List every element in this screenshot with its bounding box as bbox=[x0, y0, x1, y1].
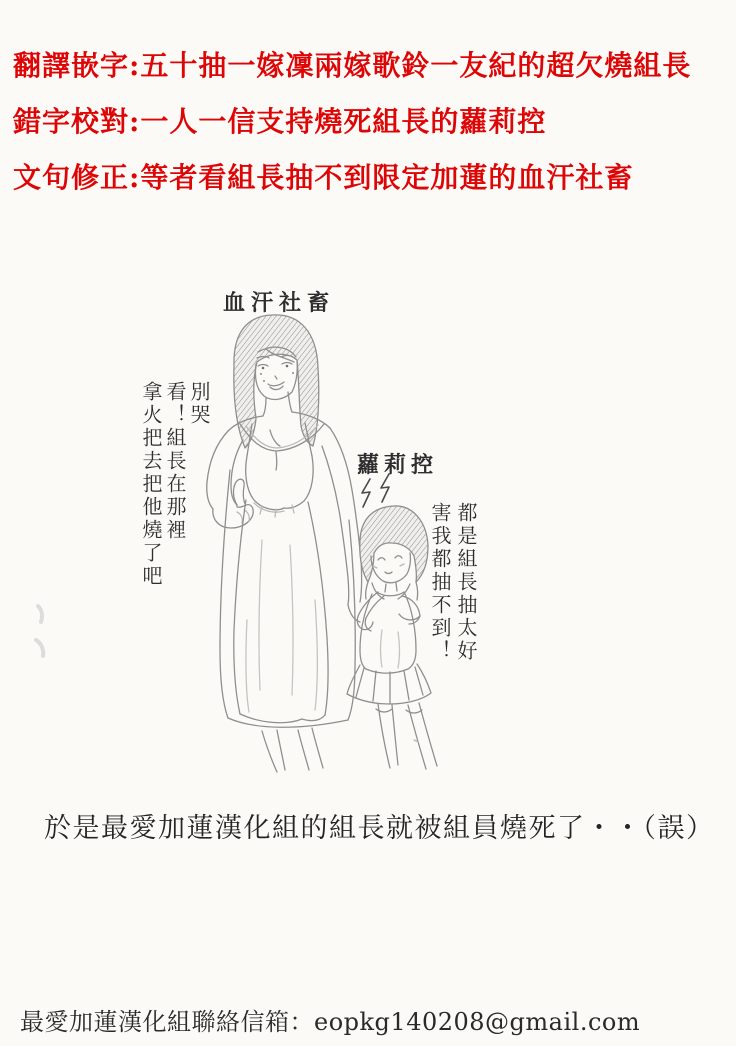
girl-character-label: 蘿莉控 bbox=[357, 452, 439, 478]
girl-figure bbox=[347, 506, 437, 769]
credit-line-revision: 文句修正:等者看組長抽不到限定加蓮的血汗社畜 bbox=[13, 161, 634, 194]
woman-figure bbox=[207, 315, 362, 772]
girl-hair bbox=[360, 506, 428, 582]
woman-speech-column-1: 別哭 bbox=[187, 381, 211, 427]
girl-speech-column-2: 害我都抽不到！ bbox=[428, 502, 452, 663]
scan-artifacts bbox=[36, 606, 43, 656]
woman-character-label: 血汗社畜 bbox=[223, 290, 336, 316]
footer-contact: 最愛加蓮漢化組聯絡信箱：eopkg140208@gmail.com bbox=[20, 1008, 641, 1036]
caption-line: 於是最愛加蓮漢化組的組長就被組員燒死了・・（誤） bbox=[44, 813, 715, 844]
credit-line-translation: 翻譯嵌字:五十抽一嫁凜兩嫁歌鈴一友紀的超欠燒組長 bbox=[13, 49, 692, 82]
girl-speech-column-1: 都是組長抽太好 bbox=[454, 502, 478, 663]
credit-line-proofread: 錯字校對:一人一信支持燒死組長的蘿莉控 bbox=[13, 105, 547, 138]
woman-speech-column-2: 看！組長在那裡 bbox=[163, 381, 187, 542]
woman-speech-column-3: 拿火把去把他燒了吧 bbox=[139, 381, 163, 588]
